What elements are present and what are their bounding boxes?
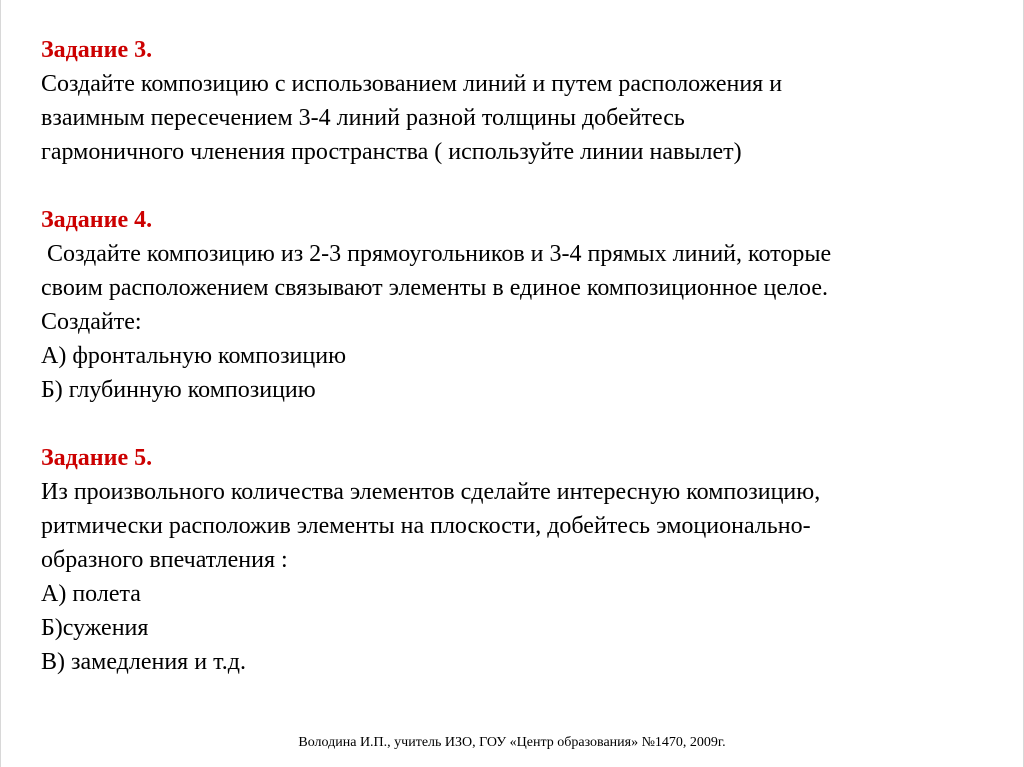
author-footer: Володина И.П., учитель ИЗО, ГОУ «Центр образования» №1470, 2009г. — [298, 735, 726, 750]
task-5-line-2: ритмически расположив элементы на плоскости, добейтесь эмоционально- — [41, 513, 811, 539]
task-4-line-2: своим расположением связывают элементы в единое композиционное целое. — [41, 275, 828, 301]
task-4-line-3: Создайте: — [41, 309, 142, 335]
task-3-title: Задание 3. — [41, 37, 153, 63]
task-5-option-b: Б)сужения — [41, 615, 149, 641]
task-5-title: Задание 5. — [41, 445, 153, 471]
task-5-option-c: В) замедления и т.д. — [41, 649, 246, 675]
task-5-line-1: Из произвольного количества элементов сделайте интересную композицию, — [41, 479, 821, 505]
task-4 — [41, 203, 1001, 407]
task-3 — [41, 33, 1001, 169]
task-5 — [41, 441, 1001, 679]
task-4-title: Задание 4. — [41, 207, 153, 233]
task-4-option-a: А) фронтальную композицию — [41, 343, 347, 369]
task-3-line-3: гармоничного членения пространства ( используйте линии навылет) — [41, 139, 742, 165]
slide-content — [41, 33, 1001, 713]
task-4-option-b: Б) глубинную композицию — [41, 377, 316, 403]
task-3-line-2: взаимным пересечением 3-4 линий разной толщины добейтесь — [41, 105, 685, 131]
task-5-option-a: А) полета — [41, 581, 141, 607]
task-5-line-3: образного впечатления : — [41, 547, 288, 573]
task-3-line-1: Создайте композицию с использованием линий и путем расположения и — [41, 71, 783, 97]
task-4-line-1: Создайте композицию из 2-3 прямоугольников и 3-4 прямых линий, которые — [47, 241, 832, 267]
